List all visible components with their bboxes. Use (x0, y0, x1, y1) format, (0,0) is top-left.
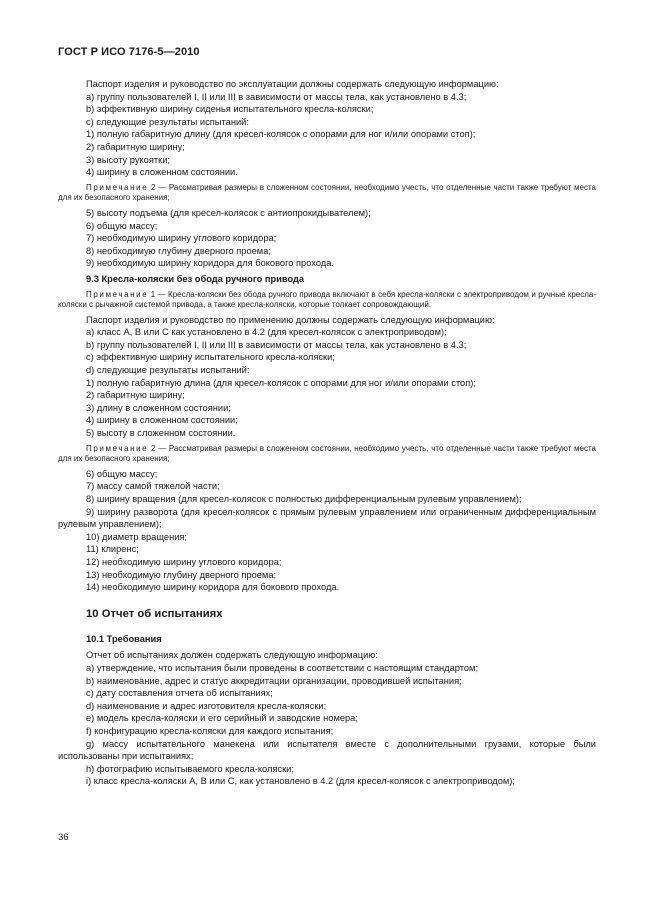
list-item: g) массу испытательного манекена или испытателя вместе с дополнительными грузами, которые были использованы при испытаниях; (58, 738, 596, 762)
list-item: c) следующие результаты испытаний: (86, 116, 249, 127)
list-item: b) эффективную ширину сиденья испытательного кресла-коляски; (86, 104, 374, 115)
list-item: 5) высоту в сложенном состоянии. (86, 428, 236, 439)
list-item: a) группу пользователей I, II или III в зависимости от массы тела, как установлено в 4.3; (86, 91, 467, 102)
list-item: 1) полную габаритную длину (для кресел-колясок с опорами для ног и/или опорами стоп); (86, 129, 476, 140)
list-item: 2) габаритную ширину; (86, 141, 185, 152)
page-content (58, 78, 596, 788)
list-item: 7) массу самой тяжелой части; (86, 481, 220, 492)
list-item: 5) высоту подъема (для кресел-колясок с антиопрокидывателем); (86, 207, 371, 218)
list-item: 6) общую массу; (86, 220, 158, 231)
note-1 (58, 290, 596, 311)
list-item: 2) габаритную ширину; (86, 390, 185, 401)
list-item: b) группу пользователей I, II или III в зависимости от массы тела, как установлено в 4.3; (86, 339, 467, 350)
section-10-1-heading: 10.1 Требования (86, 633, 162, 644)
list-item: f) конфигурацию кресла-коляски для каждого испытания; (86, 725, 334, 736)
block1-intro: Паспорт изделия и руководство по эксплуатации должны содержать следующую информацию: (86, 79, 499, 89)
list-item: 11) клиренс; (86, 544, 139, 555)
list-item: 4) ширину в сложенном состоянии; (86, 415, 238, 426)
list-item: 13) необходимую глубину дверного проема; (86, 569, 277, 580)
list-item: 9) ширину разворота (для кресел-колясок с прямым рулевым управлением или ограниченным дифференциальным рулевым управлением); (58, 506, 596, 530)
list-item: d) наименование и адрес изготовителя кресла-коляски; (86, 700, 327, 711)
note-text: 2 — Рассматривая размеры в сложенном состоянии, необходимо учесть, что отделенные части также требуют места для их безопасного хранения; (58, 182, 596, 203)
section-9-3-intro: Паспорт изделия и руководство по применению должны содержать следующую информацию: (86, 314, 495, 325)
list-item: a) класс A, B или C как установлено в 4.2 (для кресел-колясок с электроприводом); (86, 327, 447, 338)
list-item: c) эффективную ширину испытательного кресла-коляски; (86, 352, 335, 363)
note-label: Примечание (86, 289, 149, 299)
list-item: d) следующие результаты испытаний: (86, 365, 250, 376)
list-item: c) дату составления отчета об испытаниях; (86, 688, 273, 699)
list-item: e) модель кресла-коляски и его серийный и заводские номера; (86, 713, 358, 724)
list-item: a) утверждение, что испытания были проведены в соответствии с настоящим стандартом; (86, 662, 479, 673)
list-item: 3) высоту рукоятки; (86, 154, 170, 165)
list-item: h) фотографию испытываемого кресла-коляски; (86, 763, 294, 774)
note-text: 1 — Кресла-коляски без обода ручного привода включают в себя кресла-коляски с электроприводом и ручные кресла-коляски с рычажной системой привода, а также кресла-коляски, которые толкает сопровождающий. (58, 289, 596, 310)
list-item: 7) необходимую ширину углового коридора; (86, 233, 277, 244)
list-item: 8) необходимую глубину дверного проема; (86, 245, 271, 256)
page-number: 36 (58, 832, 69, 843)
list-item: 3) длину в сложенном состоянии; (86, 402, 231, 413)
list-item: 4) ширину в сложенном состоянии. (86, 167, 238, 178)
list-item: i) класс кресла-коляски A, B или C, как установлено в 4.2 (для кресел-колясок с электроприводом); (86, 776, 515, 787)
note-text: 2 — Рассматривая размеры в сложенном состоянии, необходимо учесть, что отделенные части также требуют места для их безопасного хранения; (58, 443, 596, 464)
list-item: 10) диаметр вращения; (86, 531, 188, 542)
note-2 (58, 183, 596, 204)
section-10-intro: Отчет об испытаниях должен содержать следующую информацию: (86, 650, 378, 661)
list-item: b) наименование, адрес и статус аккредитации организации, проводившей испытания; (86, 675, 462, 686)
list-item: 6) общую массу; (86, 468, 158, 479)
list-item: 9) необходимую ширину коридора для бокового прохода. (86, 258, 334, 269)
section-10-heading: 10 Отчет об испытаниях (86, 607, 223, 620)
section-9-3-heading: 9.3 Кресла-коляски без обода ручного привода (86, 273, 305, 284)
list-item: 12) необходимую ширину углового коридора; (86, 556, 282, 567)
note-2 (58, 444, 596, 465)
note-label: Примечание (86, 182, 149, 192)
list-item: 1) полную габаритную длина (для кресел-колясок с опорами для ног и/или опорами стоп); (86, 377, 476, 388)
note-label: Примечание (86, 443, 149, 453)
list-item: 8) ширину вращения (для кресел-колясок с полностью дифференциальным рулевым управлением); (86, 494, 522, 504)
list-item: 14) необходимую ширину коридора для бокового прохода. (86, 582, 340, 593)
document-header: ГОСТ Р ИСО 7176-5—2010 (58, 46, 200, 58)
